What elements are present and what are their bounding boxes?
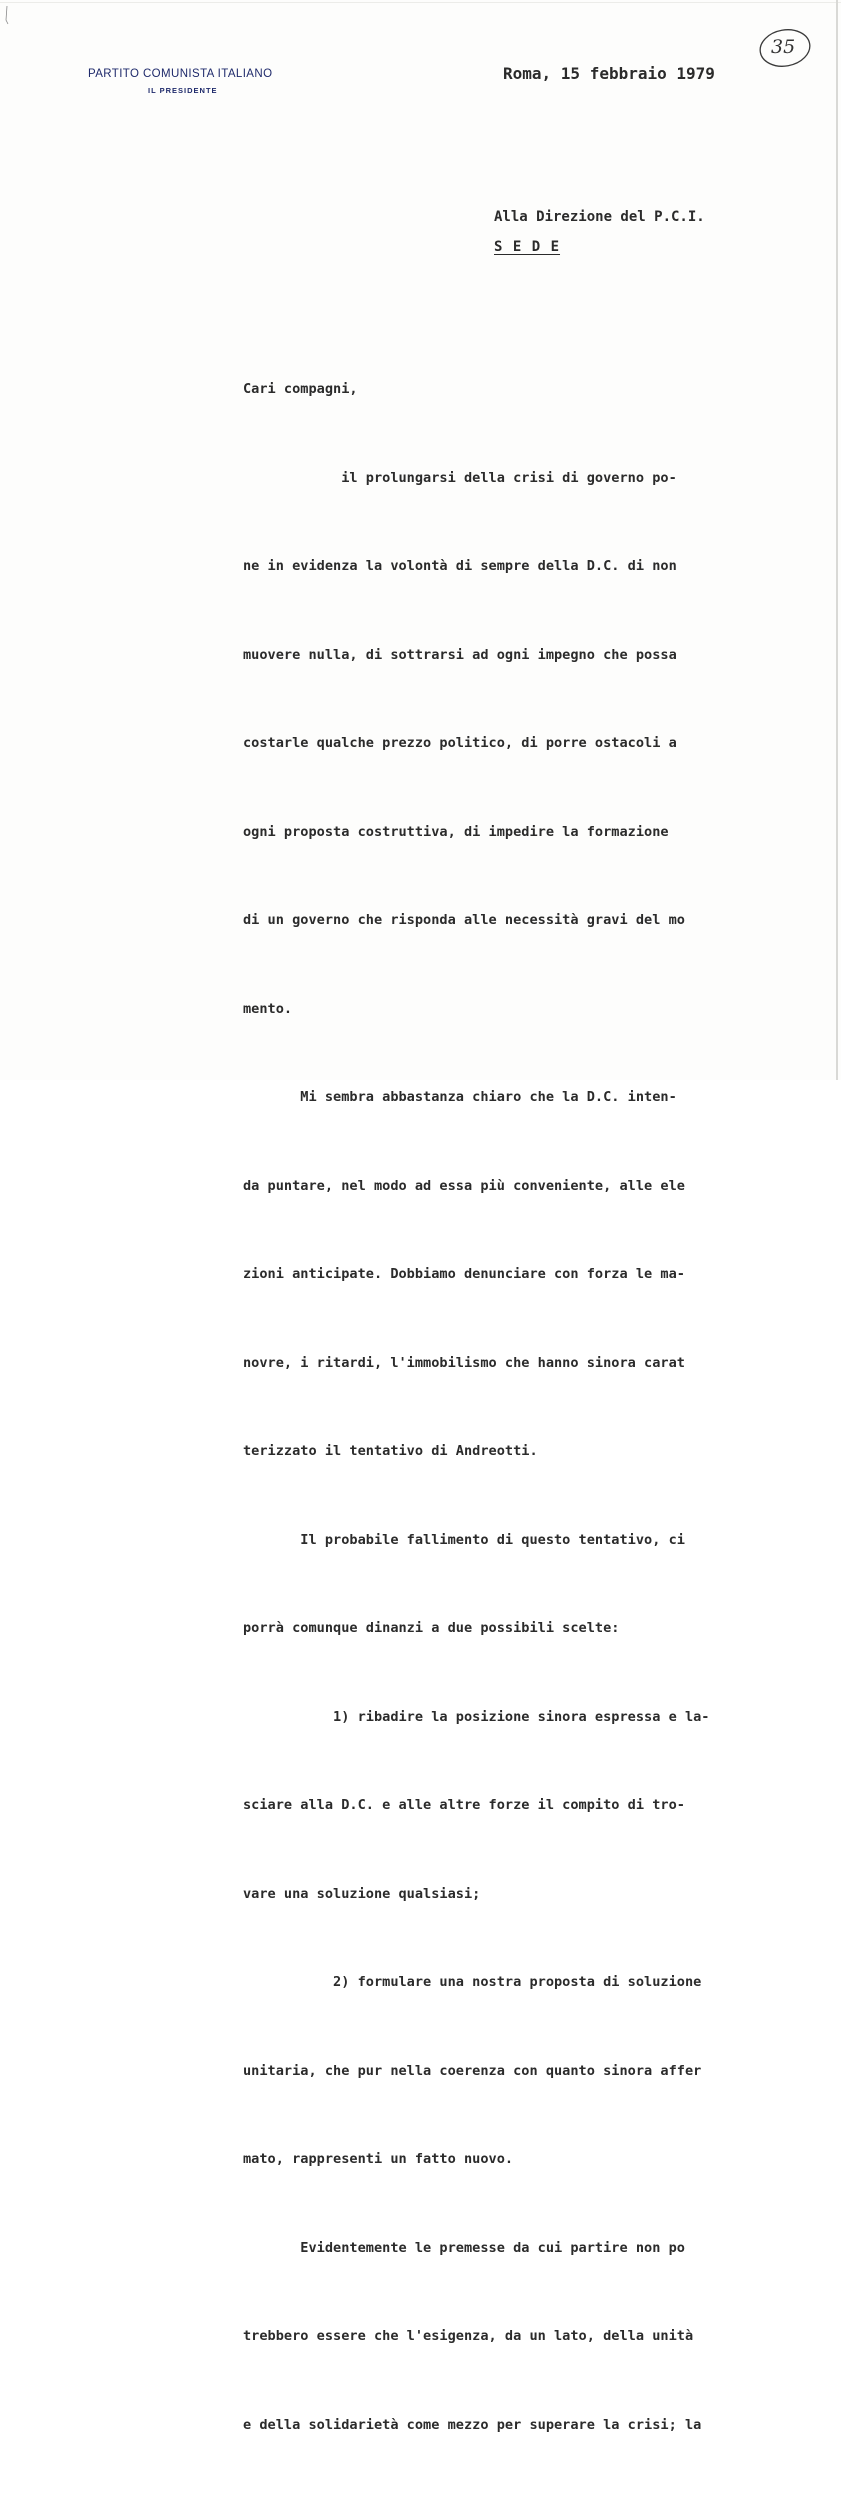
body-line: mento. xyxy=(243,1000,293,1017)
letterhead-organization: PARTITO COMUNISTA ITALIANO xyxy=(88,68,273,80)
body-line: Mi sembra abbastanza chiaro che la D.C. inten- xyxy=(243,1089,677,1105)
body-line: Il probabile fallimento di questo tentativo, ci xyxy=(243,1531,685,1548)
margin-mark xyxy=(5,6,9,36)
letterhead-office: IL PRESIDENTE xyxy=(148,86,218,95)
body-line: 2) formulare una nostra proposta di soluzione xyxy=(243,1974,702,1990)
body-line: zioni anticipate. Dobbiamo denunciare con forza le ma- xyxy=(243,1266,685,1282)
page-edge-right xyxy=(836,0,838,1080)
salutation: Cari compagni, xyxy=(243,381,358,397)
body-line: muovere nulla, di sottrarsi ad ogni impegno che possa xyxy=(243,646,677,663)
letter-date: Roma, 15 febbraio 1979 xyxy=(503,64,715,83)
archive-number-stamp xyxy=(757,26,813,70)
body-line: 1) ribadire la posizione sinora espressa e la- xyxy=(243,1708,710,1725)
body-line: ogni proposta costruttiva, di impedire la formazione xyxy=(243,823,669,840)
body-line: ne in evidenza la volontà di sempre della D.C. di non xyxy=(243,558,677,574)
body-line: vare una soluzione qualsiasi; xyxy=(243,1885,481,1902)
body-line: unitaria, che pur nella coerenza con quanto sinora affer xyxy=(243,2062,702,2079)
body-line: di un governo che risponda alle necessità gravi del mo xyxy=(243,912,685,928)
body-line: il prolungarsi della crisi di governo po- xyxy=(243,469,677,486)
archive-number: 35 xyxy=(771,36,796,58)
page-edge-top xyxy=(0,2,841,3)
recipient-block xyxy=(494,202,705,262)
body-line: mato, rappresenti un fatto nuovo. xyxy=(243,2151,514,2167)
letter-body xyxy=(243,316,788,2499)
body-line: e della solidarietà come mezzo per superare la crisi; la xyxy=(243,2416,702,2433)
body-line: porrà comunque dinanzi a due possibili scelte: xyxy=(243,1620,620,1636)
body-line: Evidentemente le premesse da cui partire non po xyxy=(243,2239,685,2256)
body-line: da puntare, nel modo ad essa più conveniente, alle ele xyxy=(243,1177,685,1194)
body-line: terizzato il tentativo di Andreotti. xyxy=(243,1443,538,1459)
recipient-line: Alla Direzione del P.C.I. xyxy=(494,209,705,225)
body-line: costarle qualche prezzo politico, di porre ostacoli a xyxy=(243,735,677,751)
letterhead xyxy=(88,68,272,95)
body-line: novre, i ritardi, l'immobilismo che hanno sinora carat xyxy=(243,1354,685,1371)
body-line: trebbero essere che l'esigenza, da un lato, della unità xyxy=(243,2328,694,2344)
body-line: sciare alla D.C. e alle altre forze il compito di tro- xyxy=(243,1797,685,1813)
recipient-sede: S E D E xyxy=(494,239,561,255)
